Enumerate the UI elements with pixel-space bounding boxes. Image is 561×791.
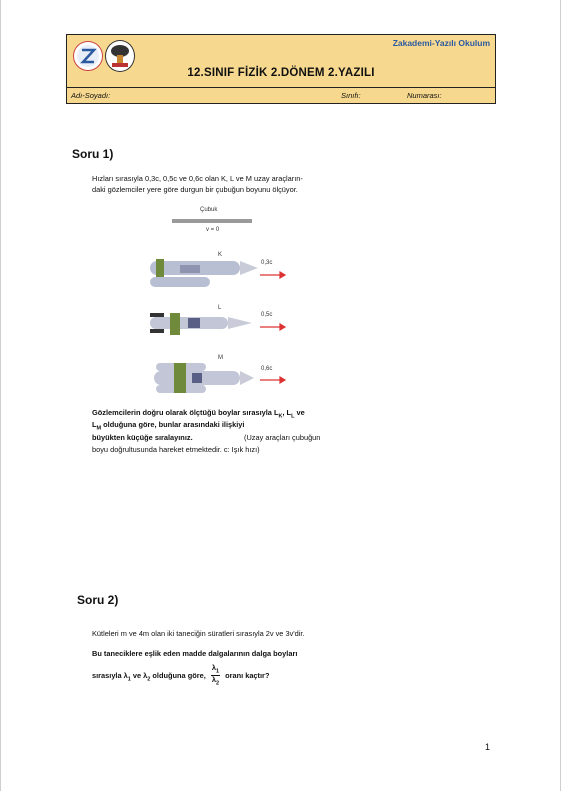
q2-task-line2: sırasıyla $\lambda_1$ ve $\lambda_2$ olduğuna göre, $\frac{\lambda_1}{\lambda_2}$ oranı kaçtır? bbox=[92, 663, 270, 687]
rocket-k-speed: 0,3c bbox=[261, 260, 273, 266]
q2-task-line1: Bu taneciklere eşlik eden madde dalgalarının dalga boyları bbox=[92, 649, 298, 658]
rocket-l bbox=[150, 313, 252, 335]
rocket-m bbox=[154, 363, 254, 393]
rocket-k bbox=[150, 259, 258, 287]
q1-task-line2: $L_M$ olduğuna göre, bunlar arasındaki ilişkiyi bbox=[92, 420, 245, 432]
page-edge-left bbox=[0, 0, 1, 791]
question-2-heading: Soru 2) bbox=[77, 593, 119, 607]
school-name: Zakademi-Yazılı Okulum bbox=[392, 38, 490, 48]
rocket-k-label: K bbox=[218, 252, 223, 258]
rocket-l-speed: 0,5c bbox=[261, 312, 273, 318]
number-field-label: Numarası: bbox=[407, 91, 442, 100]
question-1-heading: Soru 1) bbox=[72, 147, 114, 161]
rod bbox=[172, 219, 252, 223]
q1-note-line3: (Uzay araçları çubuğun bbox=[244, 433, 321, 442]
q1-intro-line1: Hızları sırasıyla 0,3c, 0,5c ve 0,6c olan K, L ve M uzay araçların- bbox=[92, 174, 303, 183]
q1-task-line3: büyükten küçüğe sıralayınız. bbox=[92, 433, 193, 442]
q1-figure bbox=[140, 205, 300, 400]
q2-intro: Kütleleri m ve 4m olan iki taneciğin süratleri sırasıyla 2v ve 3v'dir. bbox=[92, 629, 305, 638]
rocket-m-speed: 0,6c bbox=[261, 366, 273, 372]
lambda-ratio: $\frac{\lambda_1}{\lambda_2}$ bbox=[211, 663, 220, 687]
rod-velocity-label: v = 0 bbox=[206, 227, 220, 233]
q1-intro-line2: daki gözlemciler yere göre durgun bir çubuğun boyunu ölçüyor. bbox=[92, 185, 298, 194]
q1-note-line4: boyu doğrultusunda hareket etmektedir. c: Işık hızı) bbox=[92, 445, 260, 454]
q1-task-line1: Gözlemcilerin doğru olarak ölçtüğü boylar sırasıyla $L_K$, $L_L$ ve bbox=[92, 408, 305, 420]
page-number: 1 bbox=[485, 742, 491, 752]
exam-title: 12.SINIF FİZİK 2.DÖNEM 2.YAZILI bbox=[187, 67, 375, 79]
rocket-l-label: L bbox=[218, 305, 222, 311]
exam-header bbox=[66, 34, 496, 104]
rocket-m-label: M bbox=[218, 355, 223, 361]
name-field-label: Adı-Soyadı: bbox=[71, 91, 111, 100]
header-divider bbox=[67, 87, 495, 88]
class-field-label: Sınıfı: bbox=[341, 91, 361, 100]
rod-label: Çubuk bbox=[200, 207, 218, 213]
